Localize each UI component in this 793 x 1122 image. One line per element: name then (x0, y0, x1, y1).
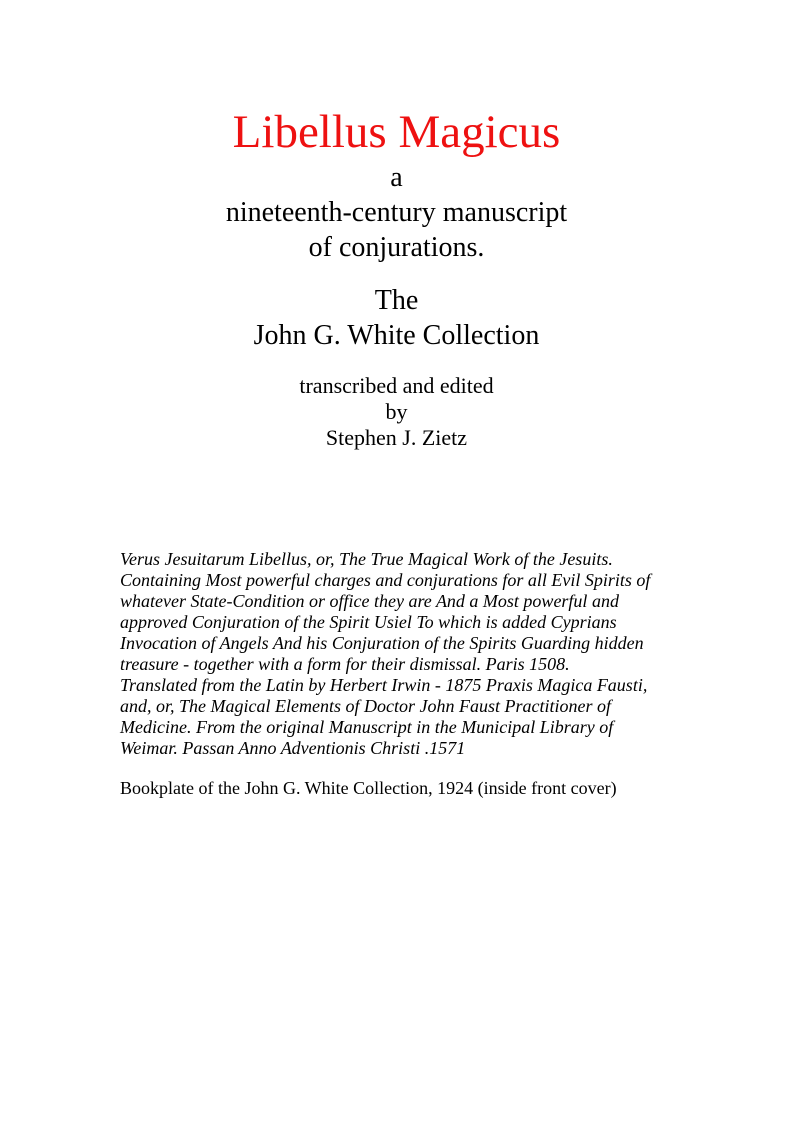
description-line: Invocation of Angels And his Conjuration of the Spirits Guarding hidden (120, 633, 644, 653)
collection-heading (0, 283, 793, 353)
credit-line: by (385, 399, 408, 424)
description-paragraph (120, 549, 680, 759)
subtitle-line: nineteenth-century manuscript (225, 197, 568, 228)
description-line: Verus Jesuitarum Libellus, or, The True Magical Work of the Jesuits. (120, 549, 613, 569)
editor-credit (0, 373, 793, 451)
description-line: and, or, The Magical Elements of Doctor John Faust Practitioner of (120, 696, 611, 716)
description-line: whatever State-Condition or office they are And a Most powerful and (120, 591, 619, 611)
editor-name: Stephen J. Zietz (325, 425, 468, 450)
description-line: Weimar. Passan Anno Adventionis Christi .1571 (120, 738, 466, 758)
description-line: treasure - together with a form for their dismissal. Paris 1508. (120, 654, 570, 674)
description-line: approved Conjuration of the Spirit Usiel To which is added Cyprians (120, 612, 617, 632)
collection-line: John G. White Collection (253, 320, 540, 351)
bookplate-note: Bookplate of the John G. White Collection, 1924 (inside front cover) (120, 778, 617, 798)
description-line: Translated from the Latin by Herbert Irwin - 1875 Praxis Magica Fausti, (120, 675, 648, 695)
document-title: Libellus Magicus (232, 106, 561, 158)
description-line: Containing Most powerful charges and conjurations for all Evil Spirits of (120, 570, 651, 590)
subtitle (0, 160, 793, 265)
description-line: Medicine. From the original Manuscript in the Municipal Library of (120, 717, 614, 737)
subtitle-line: a (390, 162, 403, 193)
subtitle-line: of conjurations. (308, 232, 485, 263)
collection-line: The (374, 285, 419, 316)
credit-line: transcribed and edited (299, 373, 494, 398)
